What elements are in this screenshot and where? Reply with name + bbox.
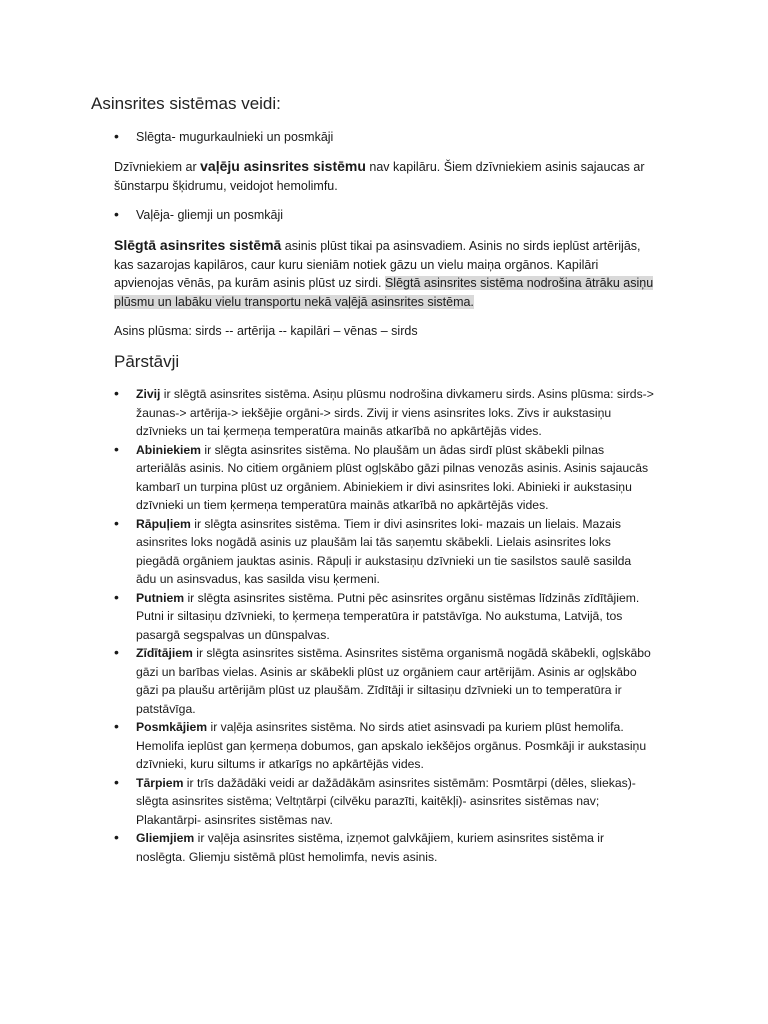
animal-group-name: Tārpiem [136, 775, 184, 790]
paragraph-text: nav kapilāru. Šiem dzīvniekiem asinis sajaucas ar šūnstarpu šķidrumu, veidojot hemolimfu. [114, 160, 645, 193]
bullet-dot: • [114, 128, 119, 144]
list-item [114, 441, 654, 515]
page-title: Asinsrites sistēmas veidi: [91, 94, 281, 113]
bullet-dot: • [114, 829, 119, 845]
list-item [114, 515, 654, 589]
paragraph-open-system [114, 157, 654, 195]
animal-group-description: ir slēgta asinsrites sistēma. Putni pēc asinsrites orgānu sistēmas līdzinās zīdītājiem. Putni ir siltasiņu dzīvnieki, to ķermeņa temperatūra ir patstāvīga. No aukstuma, Latvijā, tos pasargā segspalvas un dūnspalvas. [136, 590, 640, 642]
section-heading: Pārstāvji [114, 352, 180, 371]
bullet-dot: • [114, 644, 119, 660]
animal-group-name: Rāpuļiem [136, 516, 191, 531]
highlighted-text: Slēgtā asinsrites sistēma nodrošina ātrāku asiņu plūsmu un labāku vielu transportu nekā vaļējā asinsrites sistēma. [114, 276, 654, 309]
blood-flow-line: Asins plūsma: sirds -- artērija -- kapilāri – vēnas – sirds [114, 324, 418, 338]
animal-group-name: Zivij [136, 387, 161, 401]
bullet-item-closed: Slēgta- mugurkaulnieki un posmkāji [136, 130, 334, 144]
bullet-dot: • [114, 718, 119, 734]
animal-group-description: ir vaļēja asinsrites sistēma, izņemot galvkājiem, kuriem asinsrites sistēma ir noslēgta. Gliemju sistēmā plūst hemolimfa, nevis asinis. [136, 831, 605, 864]
animal-group-description: ir slēgta asinsrites sistēma. No plaušām un ādas sirdī plūst skābekli pilnas arteriālās asinis. No citiem orgāniem plūst ogļskābo gāzi pilnas venozās asinis. Asinis sajaucās kambarī un turpina plūst uz orgāniem. Abiniekiem ir divi asinsrites loki. Abinieki ir aukstasiņu dzīvnieki un tiem ķermeņa temperatūra mainās atkarībā no apkārtējās vides. [136, 442, 649, 512]
bold-term: vaļēju asinsrites sistēmu [200, 158, 366, 174]
bold-term: Slēgtā asinsrites sistēmā [114, 237, 282, 253]
representatives-list [114, 385, 654, 866]
list-item [114, 644, 654, 718]
bullet-dot: • [114, 514, 119, 531]
bullet-dot: • [114, 385, 119, 401]
list-item [114, 774, 654, 830]
animal-group-name: Abiniekiem [136, 442, 202, 457]
bullet-item-open: Vaļēja- gliemji un posmkāji [136, 208, 284, 222]
bullet-dot: • [114, 440, 119, 457]
list-item [114, 385, 654, 441]
animal-group-description: ir slēgtā asinsrites sistēma. Asiņu plūsmu nodrošina divkameru sirds. Asins plūsma: sirds-> žaunas-> artērija-> iekšējie orgāni-> sirds. Zivij ir viens asinsrites loks. Zivs ir aukstasiņu dzīvnieks un tai ķermeņa temperatūra mainās atkarībā no apkārtējās vides. [136, 387, 654, 438]
animal-group-description: ir slēgta asinsrites sistēma. Asinsrites sistēma organismā nogādā skābekli, ogļskābo gāzi un barības vielas. Asinis ar skābekli plūst uz orgāniem caur artērijām. Asinis ar ogļskābo gāzi pa plaušu artērijām plūst uz plaušām. Zīdītāji ir siltasiņu dzīvnieki un to temperatūra ir patstāvīga. [136, 646, 651, 716]
list-item [114, 718, 654, 774]
list-item [114, 829, 654, 866]
list-item [114, 589, 654, 645]
animal-group-name: Putniem [136, 590, 185, 605]
paragraph-text: Dzīvniekiem ar [114, 160, 201, 174]
animal-group-name: Zīdītājiem [136, 646, 193, 660]
animal-group-description: ir vaļēja asinsrites sistēma. No sirds atiet asinsvadi pa kuriem plūst hemolifa. Hemolifa ieplūst gan ķermeņa dobumos, gan apskalo iekšējos orgānus. Posmkāji ir aukstasiņu dzīvnieki, kuru siltums ir atkarīgs no apkārtējās vides. [136, 720, 647, 771]
bullet-dot: • [114, 206, 119, 222]
paragraph-text: asinis plūst tikai pa asinsvadiem. Asinis no sirds ieplūst artērijās, kas sazarojas kapilāros, caur kuru sieniām notiek gāzu un vielu maiņa orgānos. Kapilāri apvienojas vēnās, pa kurām asinis plūst uz sirdi. [114, 239, 641, 290]
bullet-dot: • [114, 773, 119, 790]
bullet-dot: • [114, 588, 119, 605]
animal-group-description: ir slēgta asinsrites sistēma. Tiem ir divi asinsrites loki- mazais un lielais. Mazais asinsrites loks nogādā asinis uz plaušām lai tās saņemtu skābekli. Lielais asinsrites loks piegādā orgāniem jauktas asinis. Rāpuļi ir aukstasiņu dzīvnieki un tie sasilstos saulē sasilda ādu un asinsvadus, kas sasilda visu ķermeni. [136, 516, 632, 586]
animal-group-description: ir trīs dažādāki veidi ar dažādākām asinsrites sistēmām: Posmtārpi (dēles, sliekas)- slēgta asinsrites sistēma; Veltņtārpi (cilvēku parazīti, kaitēkļi)- asinsrites sistēmas nav; Plakantārpi- asinsrites sistēmas nav. [136, 775, 636, 827]
animal-group-name: Gliemjiem [136, 831, 195, 845]
paragraph-closed-system [114, 236, 654, 311]
animal-group-name: Posmkājiem [136, 720, 208, 734]
